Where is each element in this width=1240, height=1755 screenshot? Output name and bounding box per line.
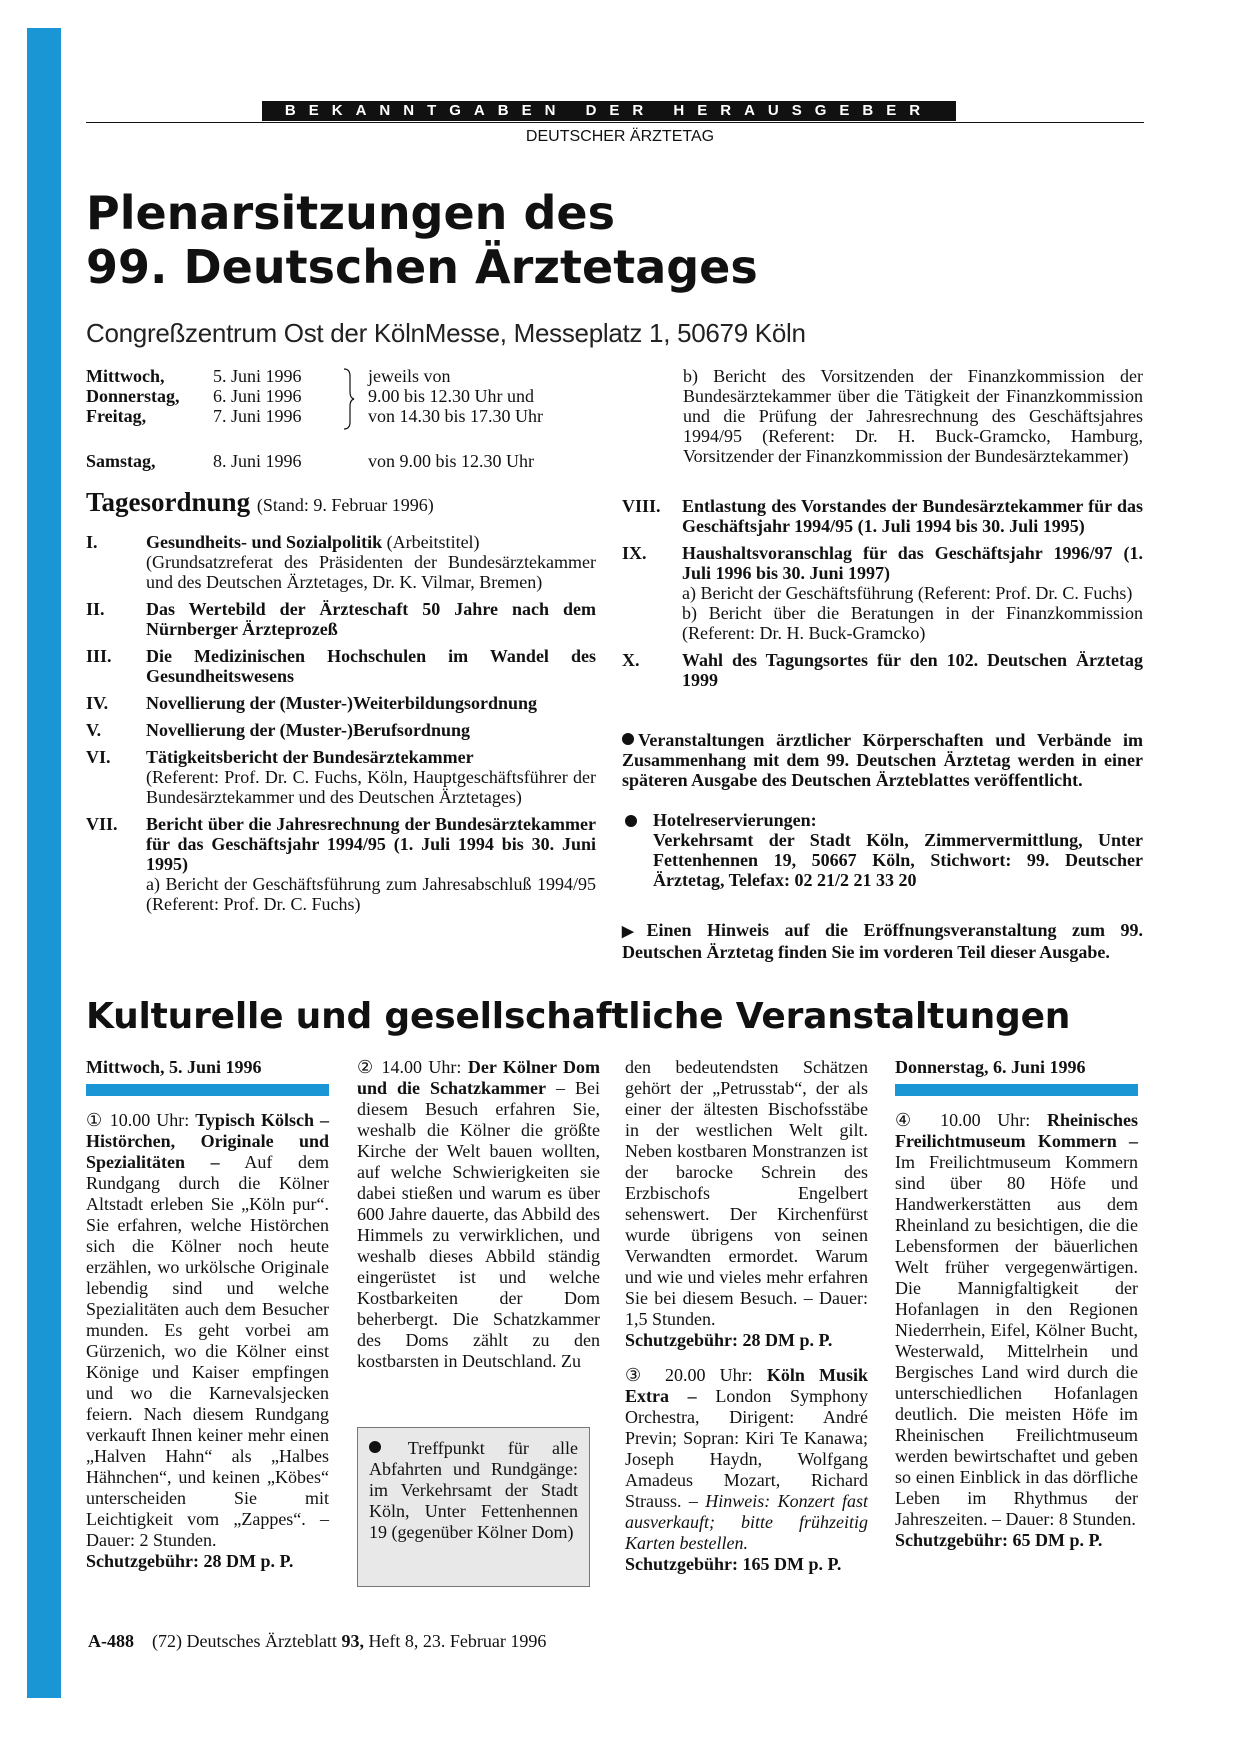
schedule-time: von 9.00 bis 12.30 Uhr	[368, 451, 534, 471]
agenda-item-inline: (Arbeitstitel)	[382, 532, 480, 552]
hotel-text: Verkehrsamt der Stadt Köln, Zimmervermittlung, Unter Fettenhennen 19, 50667 Köln, Stichwort: 99. Deutscher Ärztetag, Telefax: 02 21/2 21 33 20	[653, 830, 1143, 890]
bullet-icon	[625, 815, 637, 827]
schedule-date: 5. Juni 1996	[213, 366, 302, 386]
agenda-item-title-row	[146, 814, 596, 874]
event-note: Hinweis: Konzert fast ausverkauft; bitte frühzeitig Karten bestellen.	[625, 1491, 868, 1553]
event-text: Im Freilichtmuseum Kommern sind über 80 Höfe und Handwerkerstätten aus dem Rheinland zu besichtigen, die die Lebensformen der bäuerlichen Welt früher vergegenwärtigen. Die Mannigfaltigkeit der Hofanlagen in den Regionen Niederrhein, Eifel, Kölner Bucht, Westerwald, Mittelrhein und Bergisches Land wird durch die unterschiedlichen Hofanlagen deutlich. Die meisten Höfe im Rheinischen Freilichtmuseum werden bewirtschaftet und geben so einen Einblick in das dörfliche Leben im Rhythmus der Jahreszeiten. – Dauer: 8 Stunden.	[895, 1152, 1138, 1529]
note-hinweis	[622, 920, 1143, 962]
agenda-item	[86, 599, 596, 639]
brace-icon	[343, 368, 355, 430]
agenda-item-title-row	[146, 532, 596, 552]
agenda-item-title-row	[146, 693, 596, 713]
culture-column-4	[895, 1057, 1138, 1551]
agenda-item-number: VII.	[86, 814, 118, 834]
schedule-saturday	[86, 451, 534, 471]
event-1	[86, 1110, 329, 1572]
agenda-item-number: IX.	[622, 543, 647, 563]
event-time: 10.00 Uhr:	[109, 1110, 190, 1130]
page-number: A-488	[88, 1631, 134, 1651]
footer-volume: 93,	[341, 1631, 364, 1651]
agenda-item	[622, 543, 1143, 643]
agenda-item-title-row	[682, 650, 1143, 690]
agenda-item-number: VIII.	[622, 496, 661, 516]
agenda-item-title: Entlastung des Vorstandes der Bundesärztekammer für das Geschäftsjahr 1994/95 (1. Juli 1994 bis 30. Juli 1995)	[682, 496, 1143, 536]
agenda-stand: (Stand: 9. Februar 1996)	[256, 495, 434, 515]
publisher-band: BEKANNTGABEN DER HERAUSGEBER	[262, 101, 956, 121]
schedule-date: 8. Juni 1996	[213, 451, 302, 471]
event-number: ③	[625, 1365, 651, 1385]
agenda-item-number: VI.	[86, 747, 111, 767]
event-name: Köln Musik Extra –	[625, 1365, 869, 1406]
agenda-item-detail: a) Bericht der Geschäftsführung zum Jahresabschluß 1994/95 (Referent: Prof. Dr. C. Fuchs)	[146, 874, 596, 914]
blue-margin-bar	[27, 28, 61, 1698]
header-rule	[86, 122, 1144, 123]
schedule-date: 7. Juni 1996	[213, 406, 302, 426]
culture-column-2	[357, 1057, 600, 1372]
culture-title: Kulturelle und gesellschaftliche Veranstaltungen	[86, 996, 1071, 1037]
agenda-item-title: Bericht über die Jahresrechnung der Bundesärztekammer für das Geschäftsjahr 1994/95 (1. Juli 1994 bis 30. Juni 1995)	[146, 814, 596, 874]
schedule-times	[368, 366, 543, 426]
event-text: Auf dem Rundgang durch die Kölner Altstadt erleben Sie „Köln pur“. Sie erfahren, welche Histörchen sich die Kölner noch heute erzählen, wo urkölsche Originale lebendig sind und welche Spezialitäten auch dem Besucher munden. Es geht vorbei am Gürzenich, wo die Kölner einst Könige und Kaiser empfingen und wo die Karnevalsjecken feiern. Nach diesem Rundgang verkauft Ihnen keiner mehr einen „Halven Hahn“ als „Halbes Hähnchen“, und keinen „Köbes“ unterscheiden Sie mit Leichtigkeit vom „Zappes“. – Dauer: 2 Stunden.	[86, 1152, 330, 1550]
agenda-item-number: I.	[86, 532, 98, 552]
agenda-item-title: Wahl des Tagungsortes für den 102. Deutschen Ärztetag 1999	[682, 650, 1143, 690]
section-label: DEUTSCHER ÄRZTETAG	[525, 128, 715, 145]
agenda-item	[86, 646, 596, 686]
agenda-item-title-row	[146, 599, 596, 639]
event-number: ④	[895, 1110, 924, 1130]
agenda-item-number: IV.	[86, 693, 109, 713]
schedule-day: Donnerstag,	[86, 386, 180, 406]
event-name: Der Kölner Dom und die Schatzkammer	[357, 1057, 601, 1098]
schedule-days	[86, 366, 180, 426]
agenda-item-title: Novellierung der (Muster-)Berufsordnung	[146, 720, 470, 740]
day-heading: Mittwoch, 5. Juni 1996	[86, 1057, 262, 1077]
page-footer	[88, 1631, 546, 1652]
blue-rule	[895, 1084, 1138, 1096]
page-title	[86, 186, 1146, 294]
agenda-item-title: Tätigkeitsbericht der Bundesärztekammer	[146, 747, 474, 767]
schedule-day: Mittwoch,	[86, 366, 165, 386]
agenda-item	[86, 747, 596, 807]
agenda-item-title: Gesundheits- und Sozialpolitik	[146, 532, 383, 552]
agenda-item-title: Novellierung der (Muster-)Weiterbildungsordnung	[146, 693, 537, 713]
agenda-item-title-row	[146, 720, 596, 740]
schedule-time: 9.00 bis 12.30 Uhr und	[368, 386, 534, 406]
event-text: London Symphony Orchestra, Dirigent: André Previn; Sopran: Kiri Te Kanawa; Joseph Haydn, Wolfgang Amadeus Mozart, Richard Strauss. –	[625, 1386, 868, 1511]
event-number: ①	[86, 1110, 104, 1130]
schedule-time: von 14.30 bis 17.30 Uhr	[368, 406, 543, 426]
bullet-icon	[369, 1441, 381, 1453]
schedule-date: 6. Juni 1996	[213, 386, 302, 406]
schedule-dates	[213, 366, 302, 426]
venue-line: Congreßzentrum Ost der KölnMesse, Messeplatz 1, 50679 Köln	[86, 318, 806, 348]
event-text-continued: den bedeutendsten Schätzen gehört der „Petrusstab“, der als einer der ältesten Bischofsstäbe in der westlichen Welt gilt. Neben kostbaren Monstranzen ist der barocke Schrein des Erzbischofs Engelbert sehenswert. Der Kirchenfürst wurde übrigens von seinen Verwandten ermordet. Warum und wie und vieles mehr erfahren Sie bei diesem Besuch. – Dauer: 1,5 Stunden.	[625, 1057, 868, 1329]
agenda-item-title-row	[682, 496, 1143, 536]
agenda-item	[86, 720, 596, 740]
agenda-list-left	[86, 532, 596, 921]
agenda-item-number: II.	[86, 599, 105, 619]
event-name: Typisch Kölsch – Histörchen, Originale und Spezialitäten –	[86, 1110, 330, 1172]
event-fee: Schutzgebühr: 28 DM p. P.	[625, 1330, 833, 1350]
event-2	[357, 1057, 600, 1372]
agenda-item-title-row	[682, 543, 1143, 583]
schedule-day: Samstag,	[86, 451, 156, 471]
schedule-time: jeweils von	[368, 366, 451, 386]
event-text: – Bei diesem Besuch erfahren Sie, weshalb die Kölner die größte Kirche der Welt bauen wollten, auf welche Schwierigkeiten sie dabei stießen und warum es über 600 Jahre dauerte, das Abbild des Himmels zu verwirklichen, und weshalb dieses Abbild ständig eingerüstet ist und welche Kostbarkeiten der Dom beherbergt. Die Schatzkammer des Doms zählt zu den kostbarsten in Deutschland. Zu	[357, 1078, 600, 1371]
schedule-day: Freitag,	[86, 406, 147, 426]
agenda-heading	[86, 487, 434, 518]
agenda-item-title-row	[146, 646, 596, 686]
blue-rule	[86, 1084, 329, 1096]
agenda-item-number: V.	[86, 720, 102, 740]
agenda-item-detail: (Grundsatzreferat des Präsidenten der Bundesärztekammer und des Deutschen Ärztetages, Dr. K. Vilmar, Bremen)	[146, 552, 596, 592]
event-name: Rheinisches Freilichtmuseum Kommern –	[895, 1110, 1139, 1151]
event-fee: Schutzgebühr: 65 DM p. P.	[895, 1530, 1103, 1550]
agenda-item-number: X.	[622, 650, 640, 670]
event-time: 20.00 Uhr:	[664, 1365, 753, 1385]
footer-issue: Heft 8, 23. Februar 1996	[368, 1631, 547, 1651]
agenda-item-number: III.	[86, 646, 112, 666]
agenda-title: Tagesordnung	[86, 487, 251, 517]
note-text: Veranstaltungen ärztlicher Körperschaften und Verbände im Zusammenhang mit dem 99. Deutschen Ärztetag werden in einer späteren Ausgabe des Deutschen Ärzteblattes veröffentlicht.	[622, 730, 1143, 790]
agenda-item-title: Das Wertebild der Ärzteschaft 50 Jahre nach dem Nürnberger Ärzteprozeß	[146, 599, 596, 639]
arrow-right-icon: ▶	[622, 924, 645, 940]
culture-column-1	[86, 1057, 329, 1572]
note-text: Einen Hinweis auf die Eröffnungsveranstaltung zum 99. Deutschen Ärztetag finden Sie im vorderen Teil dieser Ausgabe.	[622, 920, 1143, 962]
event-fee: Schutzgebühr: 28 DM p. P.	[86, 1551, 294, 1571]
event-4	[895, 1110, 1138, 1551]
agenda-item	[622, 650, 1143, 690]
bullet-icon	[622, 733, 634, 745]
footer-source: (72) Deutsches Ärzteblatt	[152, 1631, 337, 1651]
meeting-point-box	[357, 1427, 590, 1587]
agenda-item-title: Die Medizinischen Hochschulen im Wandel des Gesundheitswesens	[146, 646, 596, 686]
agenda-item-detail: (Referent: Prof. Dr. C. Fuchs, Köln, Hauptgeschäftsführer der Bundesärztekammer und des Deutschen Ärztetages)	[146, 767, 596, 807]
agenda-vii-b: b) Bericht des Vorsitzenden der Finanzkommission der Bundesärztekammer über die Tätigkeit der Finanzkommission und die Prüfung der Jahresrechnung des Geschäftsjahres 1994/95 (Referent: Dr. H. Buck-Gramcko, Hamburg, Vorsitzender der Finanzkommission der Bundesärztekammer)	[683, 366, 1143, 466]
title-line-2: 99. Deutschen Ärztetages	[86, 240, 758, 294]
culture-column-3	[625, 1057, 868, 1575]
agenda-item-detail: a) Bericht der Geschäftsführung (Referent: Prof. Dr. C. Fuchs) b) Bericht über die Beratungen in der Finanzkommission (Referent: Dr. H. Buck-Gramcko)	[682, 583, 1143, 643]
agenda-item-title: Haushaltsvoranschlag für das Geschäftsjahr 1996/97 (1. Juli 1996 bis 30. Juni 1997)	[682, 543, 1143, 583]
agenda-item	[86, 532, 596, 592]
agenda-list-right	[622, 496, 1143, 697]
agenda-item	[86, 693, 596, 713]
agenda-item-title-row	[146, 747, 596, 767]
day-heading: Donnerstag, 6. Juni 1996	[895, 1057, 1086, 1077]
event-time: 14.00 Uhr:	[381, 1057, 462, 1077]
agenda-item	[86, 814, 596, 914]
note-hotel	[622, 810, 1143, 890]
note-veranstaltungen	[622, 730, 1143, 790]
event-number: ②	[357, 1057, 376, 1077]
event-3	[625, 1365, 868, 1575]
event-time: 10.00 Uhr:	[940, 1110, 1031, 1130]
agenda-item	[622, 496, 1143, 536]
hotel-label: Hotelreservierungen:	[653, 810, 817, 830]
event-fee: Schutzgebühr: 165 DM p. P.	[625, 1554, 842, 1574]
meeting-point-text: Treffpunkt für alle Abfahrten und Rundgänge: im Verkehrsamt der Stadt Köln, Unter Fettenhennen 19 (gegenüber Kölner Dom)	[369, 1438, 578, 1542]
title-line-1: Plenarsitzungen des	[86, 186, 615, 240]
